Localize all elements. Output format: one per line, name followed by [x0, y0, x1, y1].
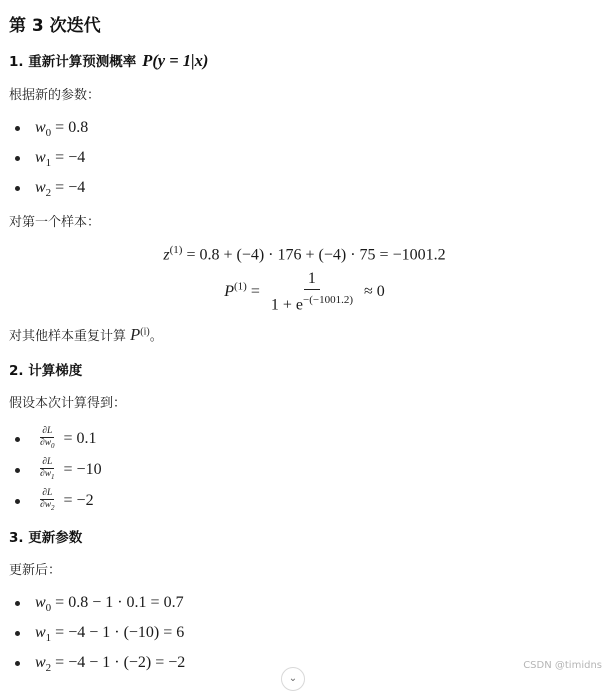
update-intro: 更新后： — [9, 562, 62, 578]
list-item: $w_1 = -4$ — [9, 147, 600, 177]
gradient-fraction: $\frac{\partial L}{\partial w_2}$ — [40, 488, 55, 512]
chevron-down-icon: ⌄ — [288, 673, 298, 684]
repeat-note: 对其他样本重复计算 $P^{(i)}$。 — [9, 324, 163, 344]
sample-intro: 对第一个样本： — [9, 215, 101, 230]
page-title: 第 3 次迭代 — [9, 16, 101, 36]
section-heading-2: 2. 计算梯度 — [9, 362, 83, 379]
gradient-fraction: $\frac{\partial L}{\partial w_1}$ — [40, 457, 55, 481]
gradient-list — [9, 425, 600, 518]
list-item: $\frac{\partial L}{\partial w_0}$ = 0.1 — [9, 425, 600, 456]
z-equation: $z^{(1)} = 0.8 + (-4) \cdot 176 + (-4) \cdot 75 = -1001.2$ — [163, 244, 446, 264]
section-heading-1-math: P(y = 1|x) — [142, 51, 209, 70]
grad-intro: 假设本次计算得到： — [9, 395, 127, 411]
section-heading-3: 3. 更新参数 — [9, 529, 83, 546]
p-fraction: $\frac{1}{1 + e^{-(-1001.2)}}$ — [270, 270, 353, 314]
bullet-icon — [15, 468, 20, 473]
scroll-down-button[interactable] — [281, 667, 305, 691]
p-equation: $P^{(1)}$ = $\frac{1}{1 + e^{-(-1001.2)}}$ ≈ 0 — [224, 270, 385, 314]
list-item: $w_2 = -4$ — [9, 177, 600, 207]
bullet-icon — [15, 126, 20, 131]
bullet-icon — [15, 156, 20, 161]
bullet-icon — [15, 661, 20, 666]
gradient-fraction: $\frac{\partial L}{\partial w_0}$ — [40, 426, 55, 450]
list-item: $w_0 = 0.8$ — [9, 117, 600, 147]
list-item: $\frac{\partial L}{\partial w_2}$ = −2 — [9, 487, 600, 518]
bullet-icon — [15, 601, 20, 606]
list-item: $w_1 = -4 - 1 \cdot (-10) = 6$ — [9, 622, 600, 652]
watermark: CSDN @timidns — [523, 660, 602, 671]
bullet-icon — [15, 499, 20, 504]
list-item: $w_2 = -4 - 1 \cdot (-2) = -2$ — [9, 652, 600, 682]
params-intro: 根据新的参数： — [9, 88, 101, 103]
bullet-icon — [15, 631, 20, 636]
section-heading-1-text: 1. 重新计算预测概率 — [9, 54, 137, 70]
param-list — [9, 117, 600, 207]
list-item: $w_0 = 0.8 - 1 \cdot 0.1 = 0.7$ — [9, 592, 600, 622]
section-heading-1 — [9, 50, 600, 71]
bullet-icon — [15, 186, 20, 191]
update-list — [9, 592, 600, 682]
bullet-icon — [15, 437, 20, 442]
list-item: $\frac{\partial L}{\partial w_1}$ = −10 — [9, 456, 600, 487]
